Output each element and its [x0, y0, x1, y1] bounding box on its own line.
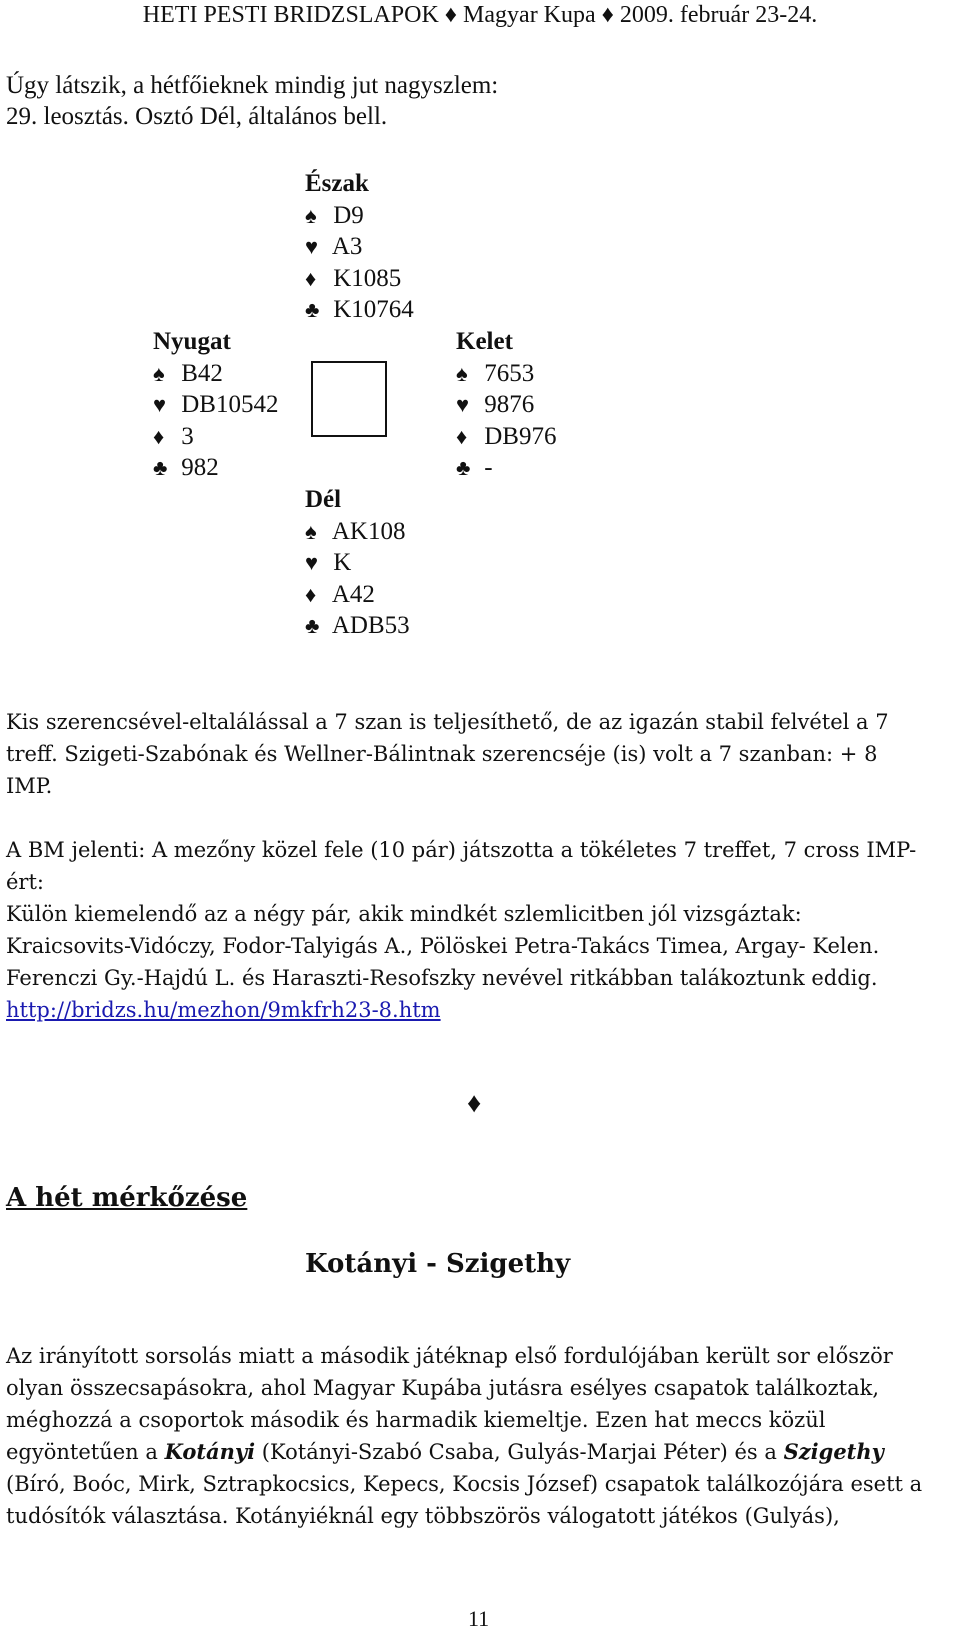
text-line: (Bíró, Boóc, Mirk, Sztrapkocsics, Kepecs, Kocsis József) csapatok találkozójára esett a	[6, 1472, 923, 1496]
text-line: Külön kiemelendő az a négy pár, akik mindkét szlemlicitben jól vizsgáztak:	[6, 902, 802, 926]
south-hearts	[305, 547, 410, 579]
text-line	[6, 1436, 960, 1468]
spade-icon: ♠	[305, 518, 317, 544]
west-spades	[153, 358, 278, 390]
north-spades-cards: D9	[333, 201, 364, 229]
diamond-icon: ♦	[305, 265, 317, 291]
east-spades-cards: 7653	[484, 359, 535, 387]
club-icon: ♣	[305, 297, 320, 322]
heart-icon: ♥	[305, 234, 319, 259]
bm-report-paragraph	[6, 834, 960, 1026]
text-line: Kraicsovits-Vidóczy, Fodor-Talyigás A., Pölöskei Petra-Takács Timea, Argay- Kelen.	[6, 934, 880, 958]
south-clubs-cards: ADB53	[331, 612, 410, 639]
text-line: IMP.	[6, 774, 53, 798]
text-line: tudósítók választása. Kotányiéknál egy többszörös válogatott játékos (Gulyás),	[6, 1504, 840, 1528]
north-diamonds	[305, 263, 414, 295]
north-clubs	[305, 294, 414, 326]
intro-line-2: 29. leosztás. Osztó Dél, általános bell.	[6, 103, 388, 130]
section-title: A hét mérkőzése	[6, 1183, 248, 1213]
north-spades	[305, 200, 414, 232]
east-hearts-cards: 9876	[484, 391, 535, 418]
west-spades-cards: B42	[181, 359, 223, 387]
north-diamonds-cards: K1085	[333, 264, 402, 292]
south-diamonds	[305, 579, 410, 611]
team-name-kotanyi: Kotányi	[164, 1439, 256, 1464]
north-label: Észak	[305, 170, 369, 197]
text-line: ért:	[6, 870, 44, 894]
north-hearts-cards: A3	[331, 233, 363, 260]
analysis-paragraph	[6, 706, 960, 802]
south-spades	[305, 516, 410, 548]
east-diamonds-cards: DB976	[484, 422, 557, 450]
table-diagram-box	[311, 361, 387, 437]
diamond-icon: ♦	[153, 423, 165, 449]
page-number: 11	[468, 1606, 490, 1631]
west-clubs-cards: 982	[181, 454, 219, 481]
east-spades	[456, 358, 556, 390]
north-hand	[305, 168, 414, 326]
south-label: Dél	[305, 486, 342, 513]
heart-icon: ♥	[456, 392, 470, 417]
north-hearts	[305, 231, 414, 263]
text-span: egyöntetűen a	[6, 1440, 165, 1464]
text-line: méghozzá a csoportok második és harmadik kiemeltje. Ezen hat meccs közül	[6, 1408, 826, 1432]
text-line: Az irányított sorsolás miatt a második játéknap első fordulójában került sor először	[6, 1344, 893, 1368]
diamond-icon: ♦	[305, 581, 317, 607]
text-line: treff. Szigeti-Szabónak és Wellner-Bálintnak szerencséje (is) volt a 7 szanban: + 8	[6, 742, 878, 766]
west-hand	[153, 326, 278, 484]
intro-line-1: Úgy látszik, a hétfőieknek mindig jut nagyszlem:	[6, 72, 499, 99]
diamond-icon: ♦	[456, 423, 468, 449]
west-diamonds-cards: 3	[181, 422, 194, 450]
west-clubs	[153, 452, 278, 484]
page-header: HETI PESTI BRIDZSLAPOK ♦ Magyar Kupa ♦ 2009. február 23-24.	[142, 2, 818, 28]
text-line: olyan összecsapásokra, ahol Magyar Kupába jutásra esélyes csapatok találkoztak,	[6, 1376, 880, 1400]
heart-icon: ♥	[305, 550, 319, 575]
spade-icon: ♠	[305, 202, 317, 228]
east-diamonds	[456, 421, 556, 453]
diamond-separator-icon: ♦	[467, 1088, 482, 1119]
east-label: Kelet	[456, 328, 513, 355]
south-clubs	[305, 610, 410, 642]
club-icon: ♣	[456, 455, 471, 480]
results-link[interactable]: http://bridzs.hu/mezhon/9mkfrh23-8.htm	[6, 998, 441, 1022]
match-report-paragraph	[6, 1340, 960, 1532]
south-spades-cards: AK108	[331, 517, 406, 545]
team-name-szigethy: Szigethy	[783, 1439, 884, 1464]
spade-icon: ♠	[153, 360, 165, 386]
spade-icon: ♠	[456, 360, 468, 386]
south-hearts-cards: K	[333, 549, 352, 576]
east-clubs	[456, 452, 556, 484]
west-label: Nyugat	[153, 328, 231, 355]
club-icon: ♣	[305, 613, 320, 638]
text-line: Ferenczi Gy.-Hajdú L. és Haraszti-Resofszky nevével ritkábban talákoztunk eddig.	[6, 966, 878, 990]
north-clubs-cards: K10764	[333, 296, 414, 323]
east-clubs-cards: -	[484, 454, 493, 481]
west-hearts-cards: DB10542	[181, 391, 279, 418]
heart-icon: ♥	[153, 392, 167, 417]
text-span: (Kotányi-Szabó Csaba, Gulyás-Marjai Péter) és a	[255, 1440, 784, 1464]
club-icon: ♣	[153, 455, 168, 480]
east-hearts	[456, 389, 556, 421]
text-line: A BM jelenti: A mezőny közel fele (10 pár) játszotta a tökéletes 7 treffet, 7 cross IMP-	[6, 838, 917, 862]
text-line: Kis szerencsével-eltalálással a 7 szan is teljesíthető, de az igazán stabil felvétel a 7	[6, 710, 889, 734]
south-diamonds-cards: A42	[331, 580, 375, 608]
west-diamonds	[153, 421, 278, 453]
south-hand	[305, 484, 410, 642]
match-title: Kotányi - Szigethy	[305, 1249, 571, 1279]
west-hearts	[153, 389, 278, 421]
east-hand	[456, 326, 556, 484]
